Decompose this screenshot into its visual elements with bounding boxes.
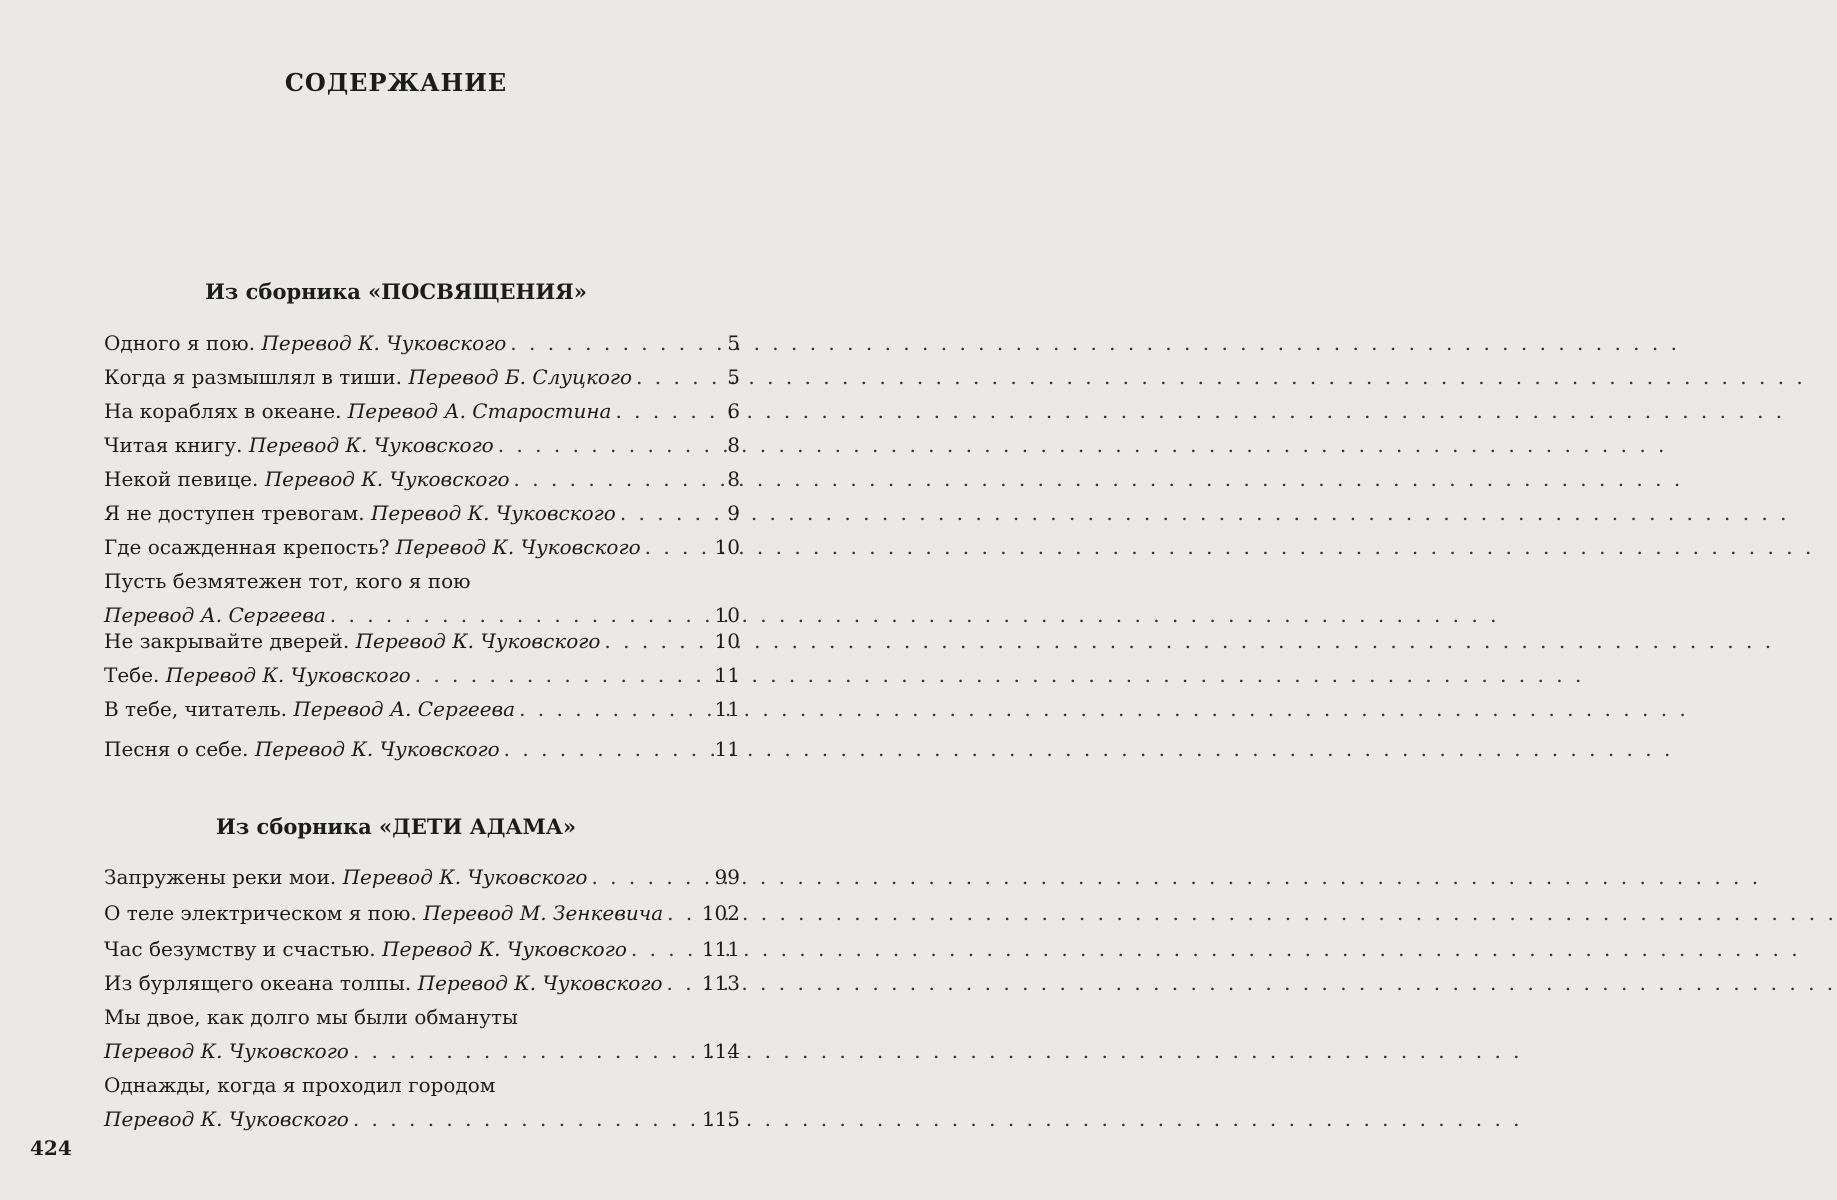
entry-page: 10 (714, 535, 740, 559)
entry-page: 11 (714, 737, 740, 761)
entry-title: Я не доступен тревогам. (104, 501, 365, 525)
toc-entry (104, 1000, 740, 1068)
dot-leader (620, 496, 723, 530)
entry-title: Мы двое, как долго мы были обмануты (104, 1005, 518, 1029)
entry-title: Тебе. (104, 663, 160, 687)
entry-page: 5 (727, 365, 740, 389)
dot-leader (666, 966, 697, 1000)
entry-translator: Перевод К. Чуковского (264, 467, 510, 491)
entry-title: Час безумству и счастью. (104, 937, 376, 961)
dot-leader (498, 428, 724, 462)
dot-leader (604, 624, 710, 658)
entry-translator: Перевод М. Зенкевича (423, 901, 664, 925)
toc-entry (104, 624, 740, 658)
toc-entry (104, 496, 740, 530)
toc-entry (104, 530, 740, 564)
entry-title: Где осажденная крепость? (104, 535, 390, 559)
toc-entry (104, 860, 740, 894)
entry-translator: Перевод А. Сергеева (293, 697, 516, 721)
entry-title: Пусть безмятежен тот, кого я пою (104, 569, 471, 593)
entry-translator: Перевод К. Чуковского (382, 937, 627, 961)
dot-leader (591, 860, 710, 894)
book-page (0, 0, 792, 1200)
dot-leader (636, 360, 723, 394)
entry-title: Запружены реки мои. (104, 865, 337, 889)
dot-leader (615, 394, 723, 428)
dot-leader (519, 692, 710, 726)
toc-entry (104, 932, 740, 966)
dot-leader (353, 1034, 698, 1068)
entry-translator: Перевод К. Чуковского (104, 1107, 349, 1131)
entry-page: 114 (701, 1039, 740, 1063)
dot-leader (415, 658, 711, 692)
dot-leader (510, 326, 723, 360)
toc-entry (104, 428, 740, 462)
entry-translator: Перевод К. Чуковского (395, 535, 641, 559)
entry-page: 10 (714, 629, 740, 653)
entry-title: О теле электрическом я пою. (104, 901, 417, 925)
entry-title: Когда я размышлял в тиши. (104, 365, 402, 389)
dot-leader (353, 1102, 698, 1136)
page-title: СОДЕРЖАНИЕ (284, 68, 508, 97)
entry-title: Одного я пою. (104, 331, 256, 355)
toc-entry (104, 658, 740, 692)
dot-leader (514, 462, 724, 496)
entry-page: 5 (727, 331, 740, 355)
entry-page: 9 (727, 501, 740, 525)
toc-entry (104, 360, 740, 394)
entry-translator: Перевод К. Чуковского (355, 629, 601, 653)
entry-page: 8 (727, 467, 740, 491)
entry-page: 6 (727, 399, 740, 423)
entry-translator: Перевод К. Чуковского (254, 737, 500, 761)
toc-entry (104, 462, 740, 496)
entry-page: 113 (701, 971, 740, 995)
entry-page: 115 (701, 1107, 740, 1131)
entry-translator: Перевод К. Чуковского (370, 501, 616, 525)
entry-title: На кораблях в океане. (104, 399, 342, 423)
section-heading: Из сборника «ПОСВЯЩЕНИЯ» (205, 279, 587, 304)
toc-entry (104, 394, 740, 428)
entry-title: Не закрывайте дверей. (104, 629, 350, 653)
entry-page: 8 (727, 433, 740, 457)
entry-title: Однажды, когда я проходил городом (104, 1073, 496, 1097)
dot-leader (631, 932, 698, 966)
entry-page: 10 (714, 603, 740, 627)
entry-translator: Перевод Б. Слуцкого (408, 365, 633, 389)
entry-page: 11 (714, 663, 740, 687)
toc-entry (104, 1068, 740, 1136)
page-number: 424 (30, 1136, 72, 1160)
toc-entry (104, 326, 740, 360)
entry-translator: Перевод К. Чуковского (342, 865, 588, 889)
entry-title: Читая книгу. (104, 433, 243, 457)
entry-title: В тебе, читатель. (104, 697, 287, 721)
entry-translator: Перевод К. Чуковского (248, 433, 494, 457)
entry-page: 111 (701, 937, 740, 961)
entry-page: 99 (714, 865, 740, 889)
entry-translator: Перевод К. Чуковского (104, 1039, 349, 1063)
section-heading: Из сборника «ДЕТИ АДАМА» (215, 814, 576, 839)
entry-title: Песня о себе. (104, 737, 249, 761)
dot-leader (667, 896, 698, 930)
entry-translator: Перевод А. Сергеева (104, 603, 326, 627)
entry-page: 11 (714, 697, 740, 721)
toc-entry (104, 732, 740, 766)
toc-entry (104, 692, 740, 726)
entry-translator: Перевод К. Чуковского (165, 663, 411, 687)
entry-translator: Перевод К. Чуковского (417, 971, 663, 995)
toc-entry (104, 564, 740, 632)
entry-title: Некой певице. (104, 467, 259, 491)
entry-translator: Перевод К. Чуковского (261, 331, 507, 355)
dot-leader (645, 530, 711, 564)
toc-entry (104, 896, 740, 930)
dot-leader (504, 732, 711, 766)
entry-translator: Перевод А. Старостина (347, 399, 612, 423)
entry-title: Из бурлящего океана толпы. (104, 971, 412, 995)
toc-entry (104, 966, 740, 1000)
entry-page: 102 (701, 901, 740, 925)
